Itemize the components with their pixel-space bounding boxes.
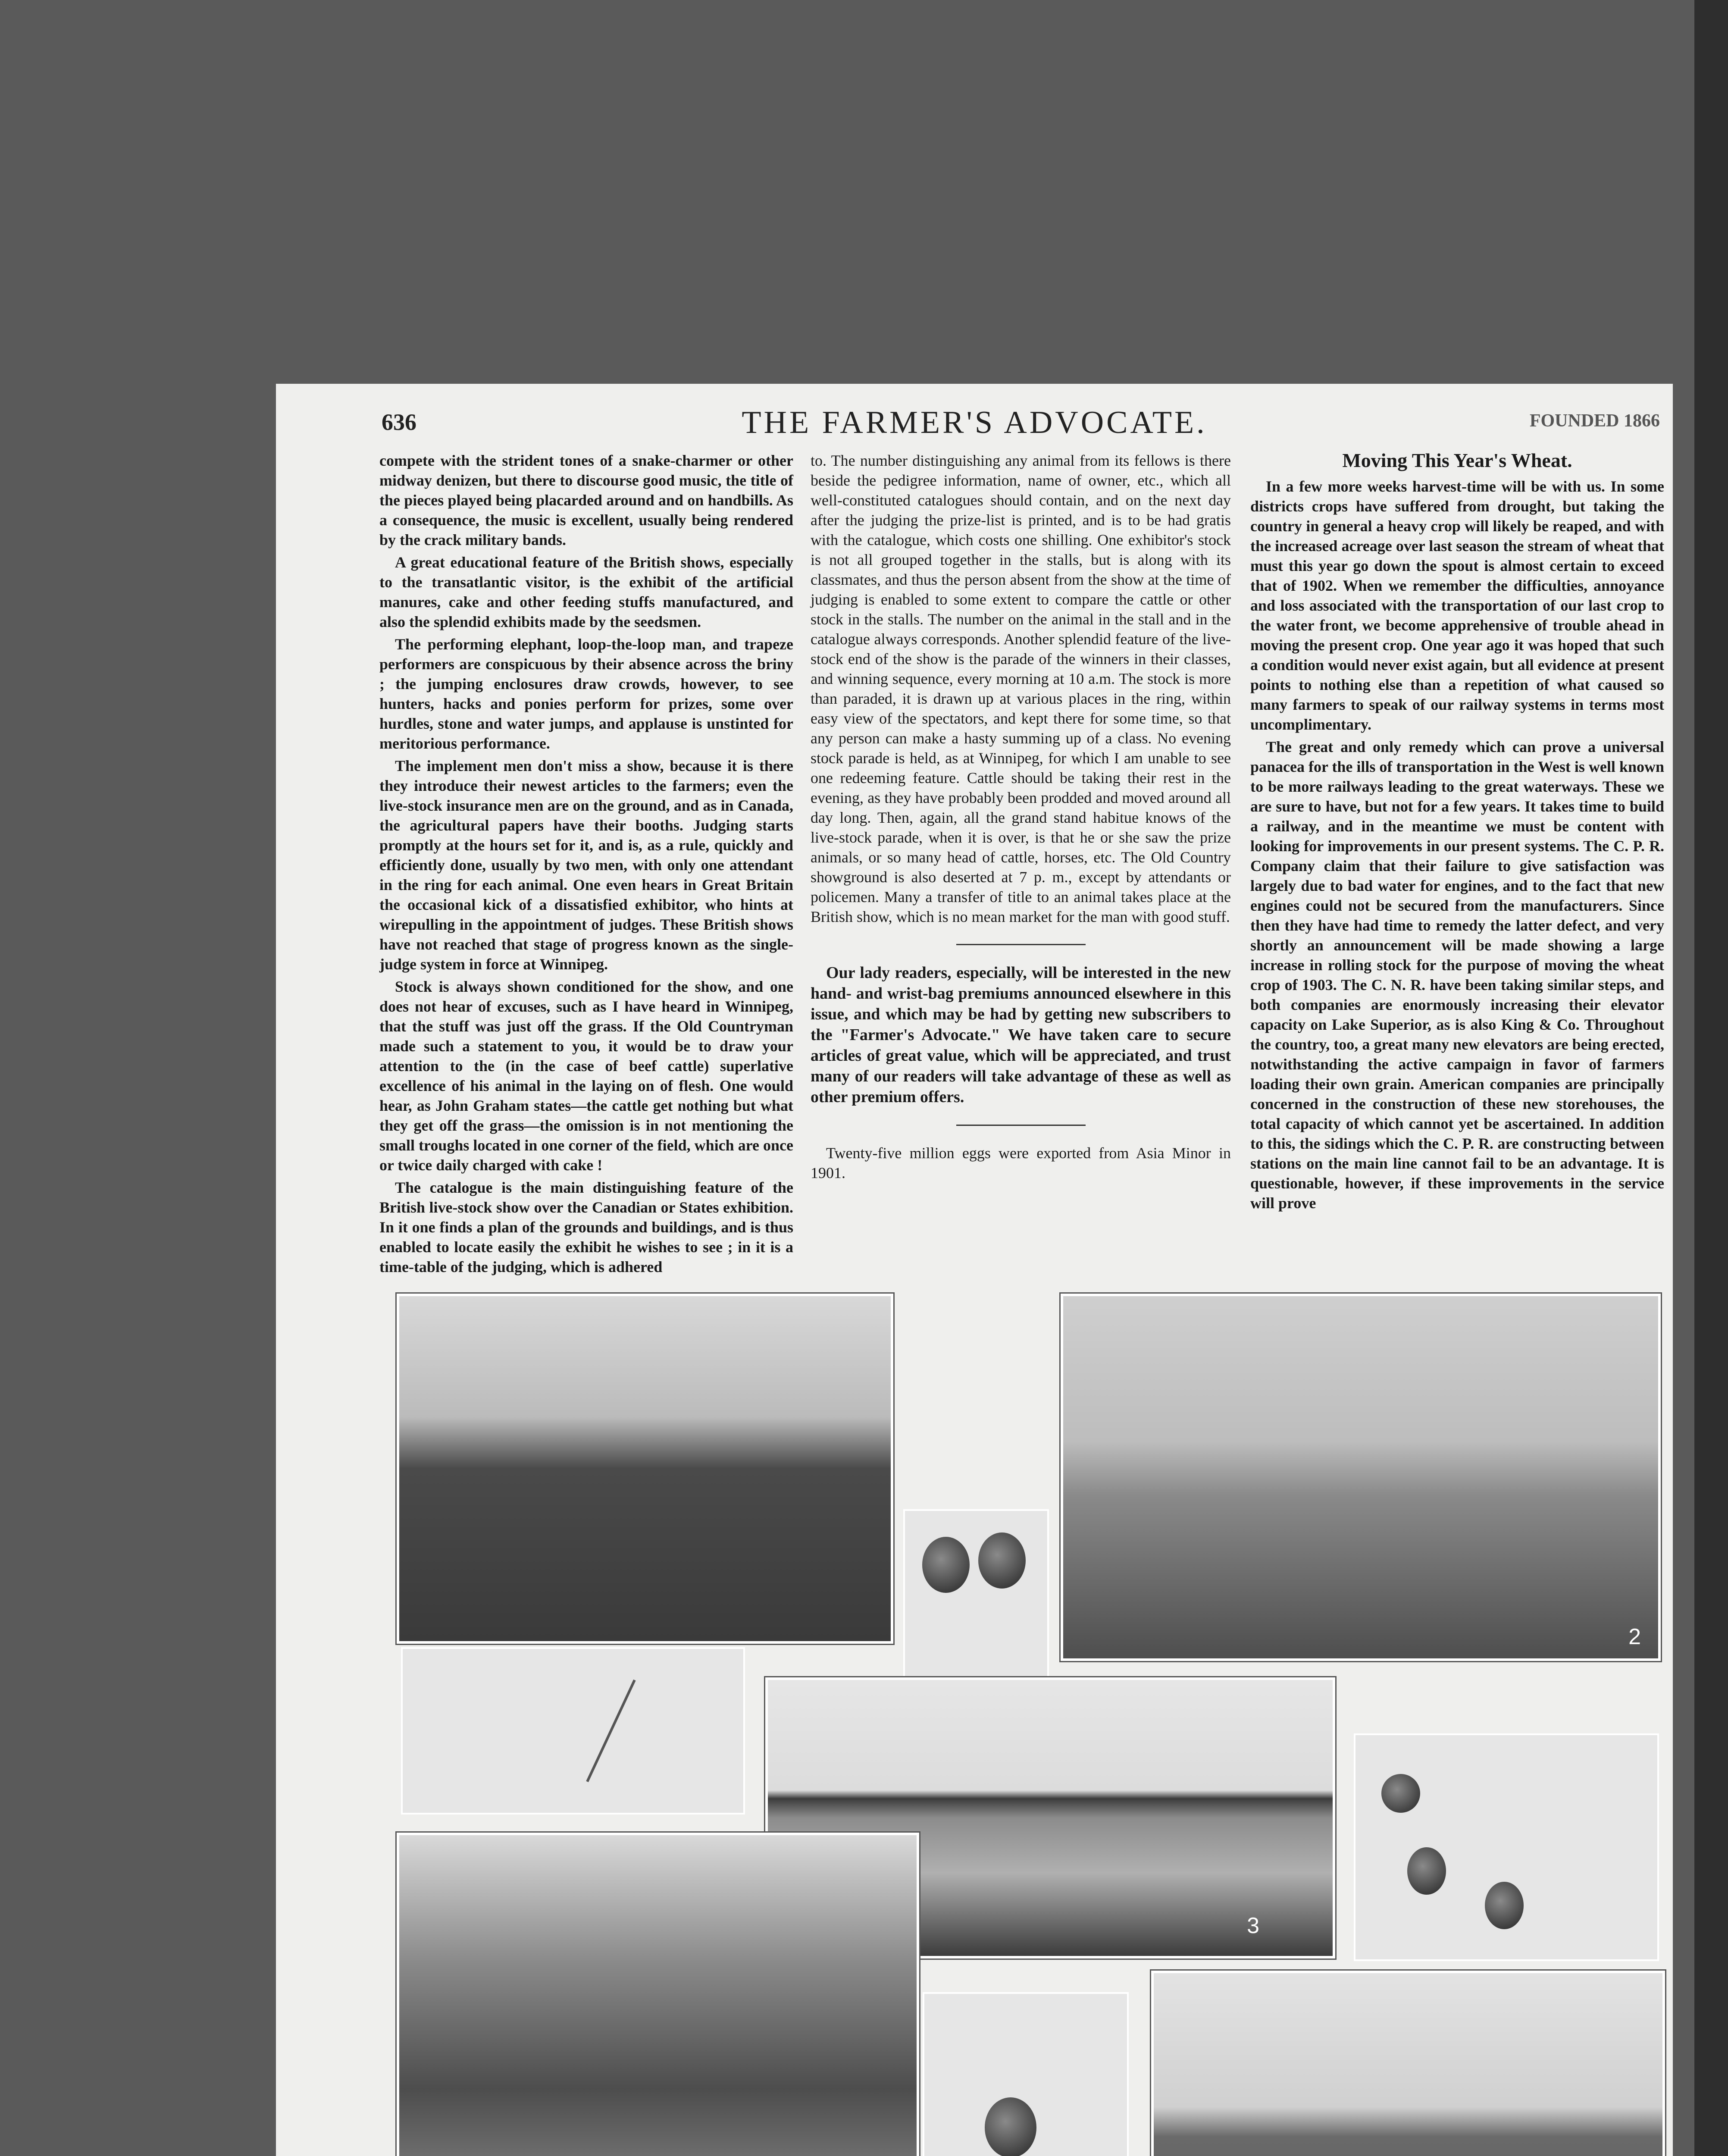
paragraph: The great and only remedy which can prove a universal panacea for the ills of transportation in the West is well known to be more railways leading to the great waterways. These we are sure to have, but not for a few years. It takes time to build a railway, and in the meantime we must be content with looking for improvements in our present systems. The C. P. R. Company claim that their failure to give satisfaction was largely due to bad water for engines, and to the fact that new engines could not be secured from the manufacturers. Since then they have had time to remedy the latter defect, and very shortly an announcement will be made showing a large increase in rolling stock for the purpose of moving the wheat crop of 1903. The C. N. R. have been taking similar steps, and both companies are enormously increasing their elevator capacity on Lake Superior, as is also King & Co. Throughout the country, too, a great many new elevators are being erected, notwithstanding the active campaign in favor of farmers loading their own grain. American companies are principally concerned in the construction of these new storehouses, the total capacity of which cannot yet be ascertained. In addition to this, the sidings which the C. P. R. are constructing between stations on the main line cannot fail to be an advantage. It is questionable, however, if these improvements in the service will prove xyxy=(1250,738,1664,1212)
pine-cone-decoration xyxy=(923,1992,1129,2156)
pine-cone-decoration xyxy=(1354,1733,1659,1961)
newspaper-page xyxy=(276,384,1673,2156)
photo-cattle xyxy=(397,1294,893,1644)
paragraph: compete with the strident tones of a snake-charmer or other midway denizen, but there to discourse good music, the title of the pieces played being placarded around and on handbills. As a consequence, the music is excellent, usually being rendered by the crack military bands. xyxy=(379,452,793,548)
article-heading: Moving This Year's Wheat. xyxy=(1342,449,1572,471)
pine-cone-icon xyxy=(1381,1774,1420,1813)
branch-icon xyxy=(586,1680,635,1782)
divider xyxy=(956,1125,1086,1126)
premium-notice: Our lady readers, especially, will be interested in the new hand- and wrist-bag premiums announced elsewhere in this issue, and which may be had by getting new subscribers to the "Farmer's Advocate." We have taken care to secure articles of great value, which will be appreciated, and trust many of our readers will take advantage of these as well as other premium offers. xyxy=(811,964,1231,1106)
scan-edge xyxy=(1694,0,1728,2156)
column-2 xyxy=(811,451,1231,1185)
photo-wannigans xyxy=(1061,1294,1661,1661)
page-number: 636 xyxy=(382,409,416,435)
photo-number: 2 xyxy=(1628,1624,1641,1649)
photo-threshing xyxy=(1151,1971,1665,2156)
pine-cone-decoration xyxy=(401,1647,745,1814)
photo-collage xyxy=(375,1285,1669,2156)
filler-item: Twenty-five million eggs were exported from Asia Minor in 1901. xyxy=(811,1144,1231,1181)
pine-cone-icon xyxy=(1407,1847,1446,1895)
photo-logs-sleigh xyxy=(397,1833,919,2156)
column-1 xyxy=(379,451,793,1279)
photo-number: 3 xyxy=(1247,1913,1259,1938)
pine-cone-icon xyxy=(985,2097,1036,2156)
paragraph: A great educational feature of the British shows, especially to the transatlantic visitor, is the exhibit of the artificial manures, cake and other feeding stuffs manufactured, and also the splendid exhibits made by the seedsmen. xyxy=(379,554,793,630)
paragraph: The implement men don't miss a show, because it is there they introduce their newest articles to the farmers; even the live-stock insurance men are on the ground, and as in Canada, the agricultural papers have their booths. Judging starts promptly at the hours set for it, and is, as a rule, quickly and efficiently done, usually by two men, with only one attendant in the ring for each animal. One even hears in Great Britain the occasional kick of a dissatisfied exhibitor, who hints at wirepulling in the appointment of judges. These British shows have not reached that stage of progress known as the single-judge system in force at Winnipeg. xyxy=(379,757,793,973)
paragraph: to. The number distinguishing any animal from its fellows is there beside the pedigree information, name of owner, etc., which all well-constituted catalogues should contain, and on the next day after the judging the prize-list is printed, and is to be had gratis with the catalogue, which costs one shilling. One exhibitor's stock is not all grouped together in the stalls, but is along with its classmates, and thus the person absent from the show at the time of judging is enabled to some extent to compare the cattle or other stock in the stalls. The number on the animal in the stall and in the catalogue always corresponds. Another splendid feature of the live-stock end of the show is the parade of the winners in their classes, and winning sequence, every morning at 10 a.m. The stock is more than paraded, it is drawn up at various places in the ring, within easy view of the spectators, and kept there for some time, so that any person can make a hasty summing up of a class. No evening stock parade is held, as at Winnipeg, for which I am unable to see one redeeming feature. Cattle should be taking their rest in the evening, as they have probably been prodded and moved around all day long. Then, again, all the grand stand habitue knows of the live-stock parade, when it is over, is that he or she saw the prize animals, or so many head of cattle, horses, etc. The Old Country showground is also deserted at 7 p. m., except by attendants or policemen. Many a transfer of title to an animal takes place at the British show, which is no mean market for the man with good stuff. xyxy=(811,452,1231,925)
pine-cone-icon xyxy=(922,1537,970,1593)
founded-note: FOUNDED 1866 xyxy=(1529,411,1660,431)
pine-cone-icon xyxy=(978,1532,1026,1589)
page-header xyxy=(276,384,1673,440)
column-3 xyxy=(1250,451,1664,1216)
paragraph: The performing elephant, loop-the-loop man, and trapeze performers are conspicuous by their absence across the briny ; the jumping enclosures draw crowds, however, to see hunters, hacks and ponies perform for prizes, some over hurdles, stone and water jumps, and applause is unstinted for meritorious performance. xyxy=(379,636,793,752)
paragraph: Stock is always shown conditioned for the show, and one does not hear of excuses, such as I have heard in Winnipeg, that the stuff was just off the grass. If the Old Countryman made such a statement to you, it would be to draw your attention to the (in the case of beef cattle) superlative excellence of his animal in the laying on of flesh. One would hear, as John Graham states—the cattle get nothing but what they get off the grass—the omission is in not mentioning the small troughs located in one corner of the field, which are once or twice daily charged with cake ! xyxy=(379,978,793,1174)
divider xyxy=(956,944,1086,945)
pine-cone-icon xyxy=(1485,1882,1524,1929)
paragraph: The catalogue is the main distinguishing feature of the British live-stock show over the Canadian or States exhibition. In it one finds a plan of the grounds and buildings, and is thus enabled to locate easily the exhibit he wishes to see ; in it is a time-table of the judging, which is adhered xyxy=(379,1179,793,1275)
masthead-title: THE FARMER'S ADVOCATE. xyxy=(742,405,1207,440)
paragraph: In a few more weeks harvest-time will be with us. In some districts crops have suffered from drought, but taking the country in general a heavy crop will likely be reaped, and with the increased acreage over last season the stream of wheat that must this year go down the spout is almost certain to exceed that of 1902. When we remember the difficulties, annoyance and loss associated with the transportation of our last crop to the water front, we become apprehensive of trouble ahead in moving the present crop. One year ago it was hoped that such a condition would never exist again, but all evidence at present points to nothing else than a repetition of what caused so many farmers to speak of our railway systems in terms most uncomplimentary. xyxy=(1250,478,1664,733)
